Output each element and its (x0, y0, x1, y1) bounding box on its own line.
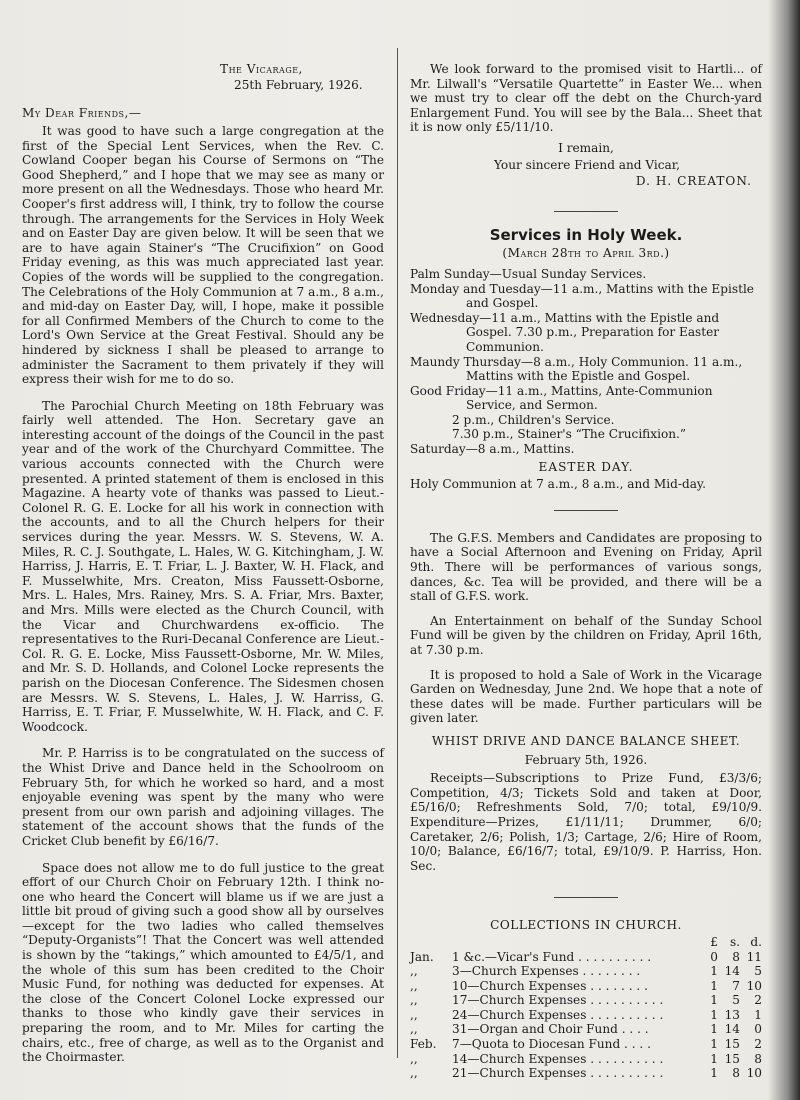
collection-shillings: 14 (724, 1022, 740, 1037)
rule-1 (554, 211, 618, 212)
collection-shillings: 8 (732, 1066, 740, 1081)
collection-pounds: 1 (710, 1051, 718, 1066)
easter-title: EASTER DAY. (538, 459, 634, 474)
service-item: Saturday—8 a.m., Mattins. (410, 442, 575, 457)
table-row (410, 979, 762, 994)
col-shillings: s. (729, 934, 740, 949)
whist-title: WHIST DRIVE AND DANCE BALANCE SHEET. (431, 733, 741, 748)
paragraph-whist-drive: Mr. P. Harriss is to be congratulated on the success of the Whist Drive and Dance held in the Schoolroom on February 5th, for which he worked so hard, and a most enjoyable evening was spent by the many who were present from our own parish and adjoining villages. The statement of the account shows that the funds of the Cricket Club benefit by £6/16/7. (22, 746, 384, 848)
notice-gfs: The G.F.S. Members and Candidates are proposing to have a Social Afternoon and Evening on Friday, April 9th. There will be performances of various songs, dances, &c. Tea will be provided, and there will be a stall of G.F.S. work. (410, 530, 762, 604)
collection-description: 3—Church Expenses . . . . . . . . (452, 964, 641, 979)
whist-date: February 5th, 1926. (524, 752, 648, 767)
collection-pence: 1 (754, 1007, 762, 1022)
service-item: Good Friday—11 a.m., Mattins, Ante-Communion Service, and Sermon. (410, 383, 713, 413)
table-row (410, 1022, 762, 1037)
collection-pounds: 1 (710, 1022, 718, 1037)
collections-table (410, 950, 762, 1081)
col-pounds: £ (710, 934, 718, 949)
collections-header (410, 935, 762, 950)
rule-3 (554, 897, 618, 898)
collection-pounds: 1 (710, 1007, 718, 1022)
collection-shillings: 5 (732, 993, 740, 1008)
collection-description: 17—Church Expenses . . . . . . . . . . (452, 993, 664, 1008)
service-item: 2 p.m., Children's Service. (452, 412, 615, 427)
collections-title: COLLECTIONS IN CHURCH. (490, 918, 682, 933)
service-item: Palm Sunday—Usual Sunday Services. (410, 266, 647, 281)
collection-shillings: 15 (724, 1037, 740, 1052)
table-row (410, 1052, 762, 1067)
collection-pence: 2 (754, 1037, 762, 1052)
collection-month: ,, (410, 993, 418, 1008)
table-row (410, 1008, 762, 1023)
collection-pence: 5 (754, 964, 762, 979)
signature: D. H. CREATON. (635, 174, 752, 189)
collection-description: 7—Quota to Diocesan Fund . . . . (452, 1037, 651, 1052)
table-row (410, 964, 762, 979)
col-pence: d. (750, 934, 762, 949)
table-row (410, 1066, 762, 1081)
collection-shillings: 14 (724, 964, 740, 979)
table-row (410, 1037, 762, 1052)
collection-pence: 2 (754, 993, 762, 1008)
paragraph-concert: Space does not allow me to do full justice to the great effort of our Church Choir on February 12th. I think no-one who heard the Concert will blame us if we are just a little bit proud of giving such a good show all by ourselves—except for the two ladies who called themselves “Deputy-Organists”! That the Concert was well attended is shown by the “takings,” which amounted to £4/5/1, and the whole of this sum has been credited to the Choir Music Fund, for nothing was deducted for expenses. At the close of the Concert Colonel Locke expressed our thanks to those who kindly gave their services in preparing the room, and to Mr. Miles for carting the chairs, etc., free of charge, as well as to the Organist and the Choirmaster. (22, 860, 384, 1065)
collection-shillings: 7 (732, 978, 740, 993)
collection-month: ,, (410, 1051, 418, 1066)
column-divider (397, 48, 398, 1058)
service-item: Maundy Thursday—8 a.m., Holy Communion. 11 a.m., Mattins with the Epistle and Gospel. (410, 354, 743, 384)
collection-pence: 0 (754, 1022, 762, 1037)
notice-sale: It is proposed to hold a Sale of Work in the Vicarage Garden on Wednesday, June 2nd. We hope that a note of these dates will be made. Further particulars will be given later. (410, 667, 762, 726)
service-item: 7.30 p.m., Stainer's “The Crucifixion.” (452, 427, 687, 442)
collection-pence: 8 (754, 1051, 762, 1066)
collection-month: ,, (410, 1007, 418, 1022)
salutation: My Dear Friends,— (22, 106, 142, 120)
collection-shillings: 8 (732, 949, 740, 964)
collection-pounds: 1 (710, 993, 718, 1008)
paragraph-church-meeting: The Parochial Church Meeting on 18th February was fairly well attended. The Hon. Secretary gave an interesting account of the doings of the Council in the past year and of the work of the Churchyard Committee. The various accounts connected with the Church were presented. A printed statement of them is enclosed in this Magazine. A hearty vote of thanks was passed to Lieut.-Colonel R. G. E. Locke for all his work in connection with the accounts, and to all the Church helpers for their services during the year. Messrs. W. S. Stevens, W. A. Miles, R. C. J. Southgate, L. Hales, W. G. Kitchingham, J. W. Harriss, J. Harris, E. T. Friar, L. J. Baxter, W. H. Flack, and F. Musselwhite, Mrs. Creaton, Miss Faussett-Osborne, Mrs. L. Hales, Mrs. Rainey, Mrs. S. A. Friar, Mrs. Baxter, and Mrs. Mills were elected as the Church Council, with the Vicar and Churchwardens ex-officio. The representatives to the Ruri-Decanal Conference are Lieut.-Col. R. G. E. Locke, Miss Faussett-Osborne, Mr. W. Miles, and Mr. S. D. Hollands, and Colonel Locke represents the parish on the Diocesan Conference. The Sidesmen chosen are Messrs. W. S. Stevens, L. Hales, J. W. Harriss, G. Harriss, E. T. Friar, F. Musselwhite, W. H. Flack, and C. F. Woodcock. (22, 398, 384, 734)
letter-date: 25th February, 1926. (234, 78, 363, 92)
collection-pounds: 0 (710, 949, 718, 964)
collection-description: 14—Church Expenses . . . . . . . . . . (452, 1051, 664, 1066)
collection-pounds: 1 (710, 978, 718, 993)
collection-pence: 10 (746, 1066, 762, 1081)
easter-services: Holy Communion at 7 a.m., 8 a.m., and Mid-day. (410, 477, 706, 492)
collection-pounds: 1 (710, 1037, 718, 1052)
collection-pence: 11 (746, 949, 762, 964)
collection-description: 10—Church Expenses . . . . . . . . (452, 978, 648, 993)
collection-month: ,, (410, 1066, 418, 1081)
holy-week-title: Services in Holy Week. (489, 225, 683, 244)
collection-month: Feb. (410, 1037, 437, 1052)
collection-month: ,, (410, 964, 418, 979)
table-row (410, 950, 762, 965)
collection-description: 24—Church Expenses . . . . . . . . . . (452, 1007, 664, 1022)
rule-2 (554, 510, 618, 511)
collection-month: ,, (410, 978, 418, 993)
collection-shillings: 13 (724, 1007, 740, 1022)
service-item: Wednesday—11 a.m., Mattins with the Epistle and Gospel. 7.30 p.m., Preparation for Easter Communion. (410, 310, 720, 354)
collection-month: Jan. (410, 949, 434, 964)
closing-friend: Your sincere Friend and Vicar, (494, 157, 681, 172)
collection-pence: 10 (746, 978, 762, 993)
collection-shillings: 15 (724, 1051, 740, 1066)
service-item: Monday and Tuesday—11 a.m., Mattins with the Epistle and Gospel. (410, 281, 754, 311)
whist-balance: Receipts—Subscriptions to Prize Fund, £3/3/6; Competition, 4/3; Tickets Sold and taken at Door, £5/16/0; Refreshments Sold, 7/0; total, £9/10/9. Expenditure—Prizes, £1/11/11; Drummer, 6/0; Caretaker, 2/6; Polish, 1/3; Cartage, 2/6; Hire of Room, 10/0; Balance, £6/16/7; total, £9/10/9. P. Harriss, Hon. Sec. (410, 771, 762, 873)
holy-week-dates: (March 28th to April 3rd.) (502, 246, 670, 261)
holy-week-list (410, 267, 762, 457)
collection-pounds: 1 (710, 964, 718, 979)
collection-month: ,, (410, 1022, 418, 1037)
collection-description: 21—Church Expenses . . . . . . . . . . (452, 1066, 664, 1081)
closing-remain: I remain, (558, 140, 614, 155)
collection-pounds: 1 (710, 1066, 718, 1081)
collection-description: 1 &c.—Vicar's Fund . . . . . . . . . . (452, 949, 652, 964)
paragraph-quartette: We look forward to the promised visit to Hartli... of Mr. Lilwall's “Versatile Quartette” in Easter We... when we must try to clear off the debt on the Church-yard Enlargement Fund. You will see by the Bala... Sheet that it is now only £5/11/10. (410, 62, 762, 135)
collection-description: 31—Organ and Choir Fund . . . . (452, 1022, 649, 1037)
notice-entertainment: An Entertainment on behalf of the Sunday School Fund will be given by the children on Friday, April 16th, at 7.30 p.m. (410, 613, 762, 657)
table-row (410, 993, 762, 1008)
letter-address: The Vicarage, (220, 62, 303, 76)
paragraph-lent-services: It was good to have such a large congregation at the first of the Special Lent Services, when the Rev. C. Cowland Cooper began his Course of Sermons on “The Good Shepherd,” and I hope that we may see as many or more present on all the Wednesdays. Those who heard Mr. Cooper's first address will, I think, try to follow the course through. The arrangements for the Services in Holy Week and on Easter Day are given below. It will be seen that we are to have again Stainer's “The Crucifixion” on Good Friday evening, as this was much appreciated last year. Copies of the words will be supplied to the congregation. The Celebrations of the Holy Communion at 7 a.m., 8 a.m., and mid-day on Easter Day, will, I hope, make it possible for all Confirmed Members of the Church to come to the Lord's Own Service at the Great Festival. Should any be hindered by sickness I shall be pleased to arrange to administer the Sacrament to them privately if they will express their wish for me to do so. (22, 124, 384, 387)
